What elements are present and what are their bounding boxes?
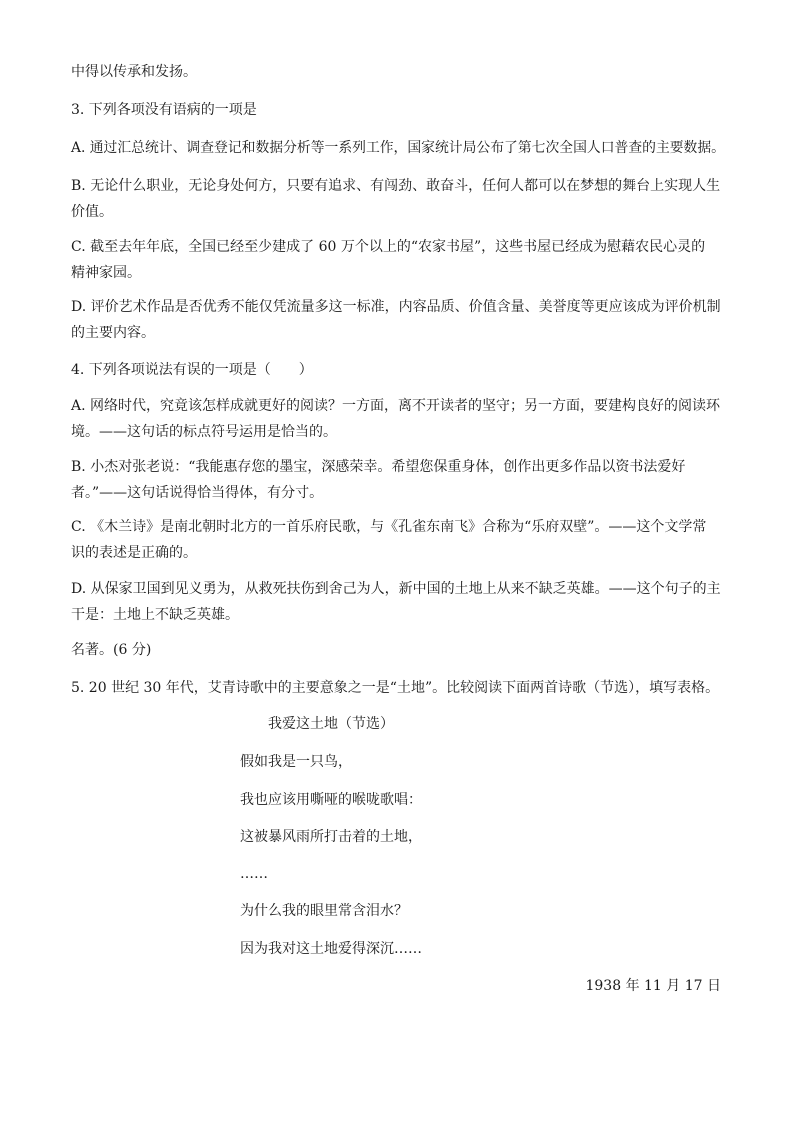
q4-option-b-line2: 者。”——这句话说得恰当得体，有分寸。 — [71, 485, 324, 501]
q4-option-d-line1: D. 从保家卫国到见义勇为，从救死扶伤到舍己为人，新中国的土地上从来不缺乏英雄。——这个句子的主 — [71, 581, 721, 597]
q4-option-b-line1: B. 小杰对张老说：“我能惠存您的墨宝，深感荣幸。希望您保重身体，创作出更多作品以资书法爱好 — [71, 459, 686, 475]
poem-line-1: 假如我是一只鸟， — [240, 754, 352, 770]
section-heading: 名著。(6 分) — [71, 642, 152, 658]
q3-option-d-line2: 的主要内容。 — [71, 325, 155, 341]
q4-option-c-line2: 识的表述是正确的。 — [71, 545, 197, 561]
q3-option-b-line2: 价值。 — [71, 204, 113, 220]
poem-line-2: 我也应该用嘶哑的喉咙歌唱： — [240, 792, 422, 808]
q3-option-d-line1: D. 评价艺术作品是否优秀不能仅凭流量多这一标准，内容品质、价值含量、美誉度等更应该成为评价机制 — [71, 299, 721, 315]
q4-option-c-line1: C. 《木兰诗》是南北朝时北方的一首乐府民歌，与《孔雀东南飞》合称为“乐府双壁”。——这个文学常 — [71, 519, 707, 535]
q3-option-c-line2: 精神家园。 — [71, 265, 141, 281]
q3-option-c-line1: C. 截至去年年底，全国已经至少建成了 60 万个以上的“农家书屋”，这些书屋已经成为慰藉农民心灵的 — [71, 239, 706, 255]
poem-date: 1938 年 11 月 17 日 — [585, 978, 721, 994]
q4-stem: 4. 下列各项说法有误的一项是（ ） — [71, 362, 313, 378]
poem-title: 我爱这土地（节选） — [268, 716, 394, 732]
poem-line-5: 因为我对这土地爱得深沉…… — [240, 941, 422, 957]
q4-option-a-line2: 境。——这句话的标点符号运用是恰当的。 — [71, 424, 337, 440]
q4-option-d-line2: 干是：土地上不缺乏英雄。 — [71, 607, 239, 623]
q3-option-b-line1: B. 无论什么职业，无论身处何方，只要有追求、有闯劲、敢奋斗，任何人都可以在梦想的舞台上实现人生 — [71, 178, 721, 194]
poem-line-4: 为什么我的眼里常含泪水？ — [240, 903, 408, 919]
intro-continuation: 中得以传承和发扬。 — [71, 64, 197, 80]
poem-line-3: 这被暴风雨所打击着的土地， — [240, 829, 422, 845]
q5-stem: 5. 20 世纪 30 年代，艾青诗歌中的主要意象之一是“土地”。比较阅读下面两首诗歌（节选），填写表格。 — [71, 680, 720, 696]
q4-option-a-line1: A. 网络时代，究竟该怎样成就更好的阅读？一方面，离不开读者的坚守；另一方面，要建构良好的阅读环 — [71, 398, 721, 414]
poem-line-ellipsis: …… — [240, 866, 268, 882]
q3-stem: 3. 下列各项没有语病的一项是 — [71, 102, 257, 118]
q3-option-a-line1: A. 通过汇总统计、调查登记和数据分析等一系列工作，国家统计局公布了第七次全国人口普查的主要数据。 — [71, 140, 725, 156]
